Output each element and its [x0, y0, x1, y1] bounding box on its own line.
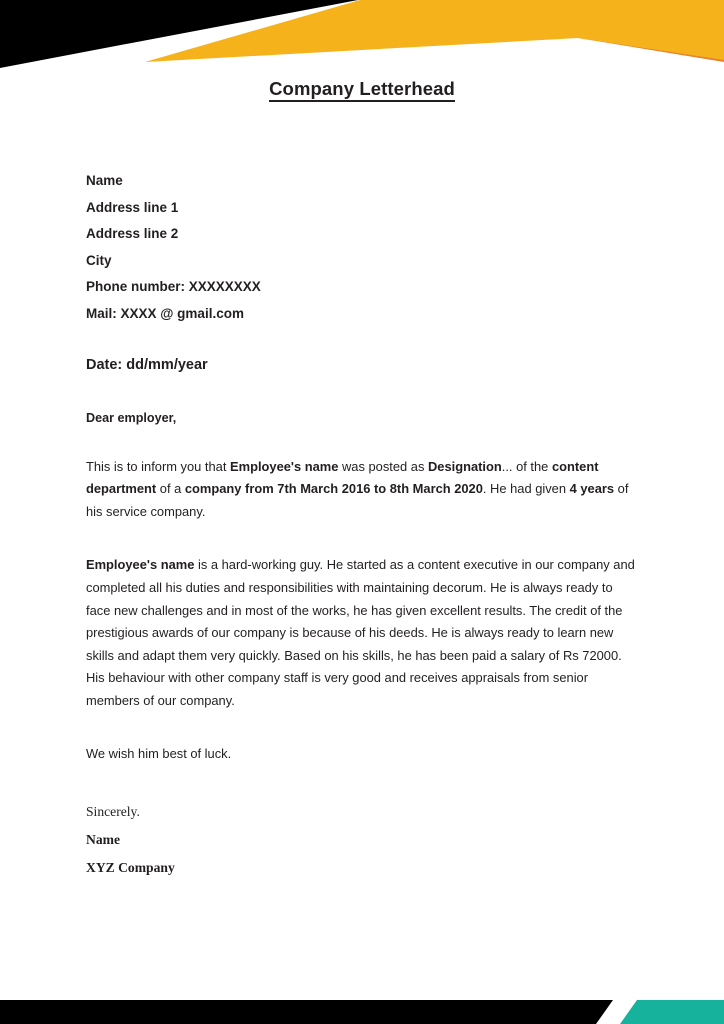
- sender-line: Name: [86, 173, 123, 188]
- closing-sincerely: Sincerely.: [86, 804, 140, 820]
- text-run-bold: Employee's name: [86, 557, 195, 573]
- text-run: We wish him best of luck.: [86, 745, 232, 761]
- text-run: is a hard-working guy. He started as a content executive in our company and completed all his duties and responsibilities with maintaining decorum. He is always ready to face new challenges and in most of the works, he has given excellent results. The credit of the prestigious awards of our company is because of his deeds. He is always ready to learn new skills and adapt them very quickly. Based on his skills, he has been paid a salary of Rs 72000. His behaviour with other company staff is very good and receives appraisals from senior members of our company.: [86, 557, 635, 708]
- header-black-triangle: [0, 0, 358, 68]
- text-run: . He had given: [482, 481, 570, 497]
- page-title-text: Company Letterhead: [269, 78, 455, 102]
- footer-black-band: [0, 1000, 613, 1024]
- footer-teal-band: [620, 1000, 724, 1024]
- text-run-bold: Employee's name: [230, 458, 339, 474]
- text-run: This is to inform you that: [86, 458, 231, 474]
- paragraph-2: [86, 554, 638, 712]
- text-run: ... of the: [501, 458, 552, 474]
- sender-phone-line: Phone number: XXXXXXXX: [86, 279, 261, 295]
- date-line: Date: dd/mm/year: [86, 356, 208, 373]
- header-orange-wedge: [566, 0, 724, 62]
- text-run: of his service company.: [86, 481, 629, 519]
- text-run-bold: content department: [86, 458, 599, 497]
- text-run-bold: Designation: [427, 458, 502, 474]
- sender-address-block: [86, 168, 638, 328]
- paragraph-1: [86, 456, 638, 524]
- letter-body: [86, 78, 638, 882]
- sender-line: Address line 2: [86, 226, 179, 242]
- signature-block: [86, 798, 638, 882]
- sender-line: City: [86, 252, 112, 268]
- signer-name: Name: [86, 832, 120, 848]
- text-run-bold: company from 7th March 2016 to 8th March 2020: [184, 481, 483, 497]
- text-run: of a: [156, 481, 185, 497]
- page-title: [86, 78, 638, 102]
- sender-line: Address line 1: [86, 199, 179, 215]
- paragraph-3: [86, 743, 638, 766]
- text-run: was posted as: [338, 458, 428, 474]
- sender-email-line: Mail: XXXX @ gmail.com: [86, 305, 244, 321]
- salutation: Dear employer,: [86, 410, 177, 425]
- text-run-bold: 4 years: [569, 481, 615, 497]
- footer-decoration: [0, 984, 724, 1024]
- signer-company: XYZ Company: [86, 860, 175, 876]
- header-decoration: [0, 0, 724, 80]
- header-yellow-wedge: [145, 0, 724, 62]
